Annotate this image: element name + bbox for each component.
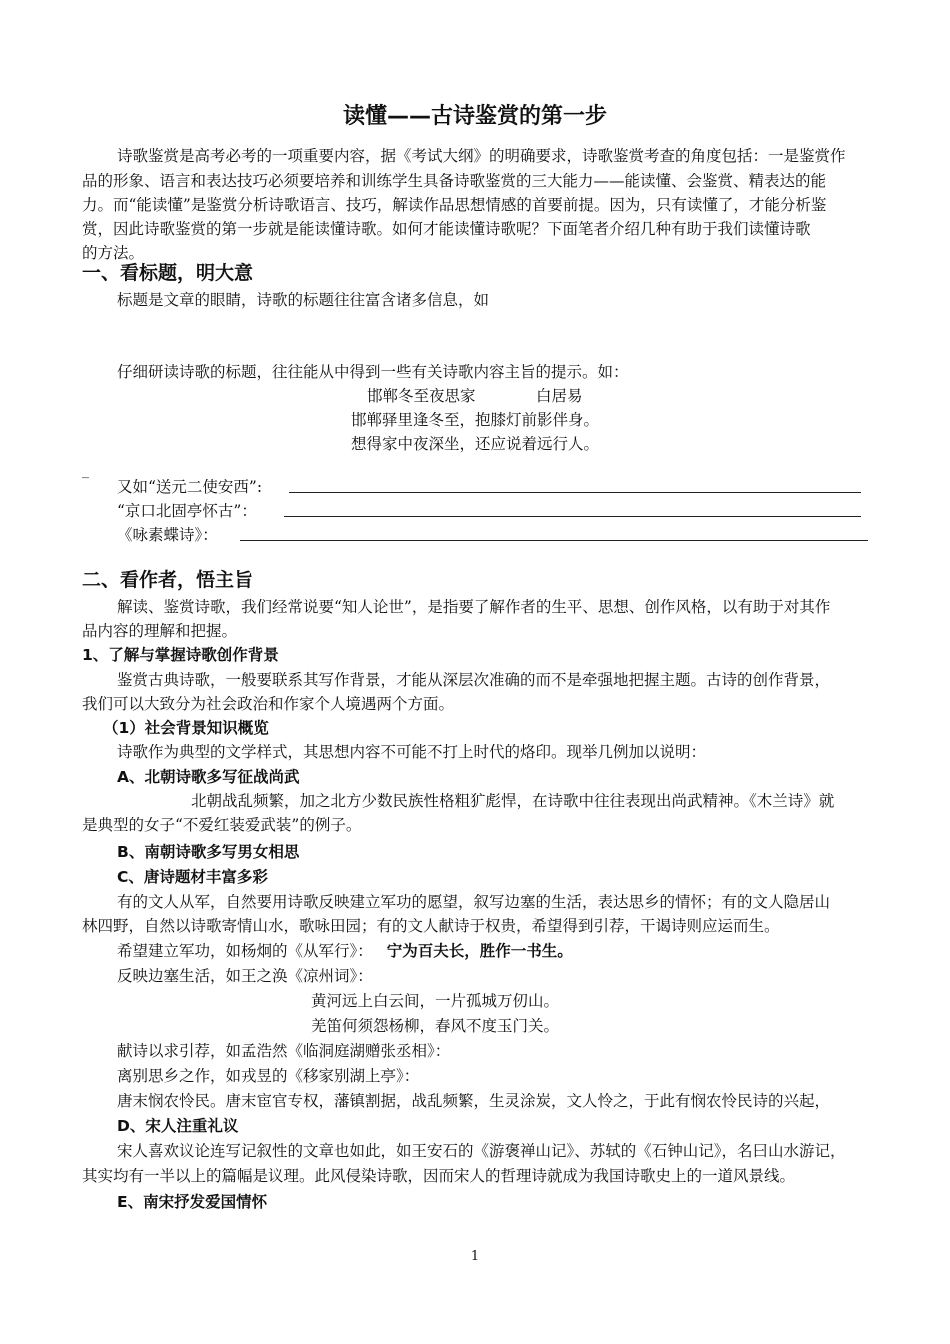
section-2-paragraph-line-2: 品内容的理解和把握。	[82, 622, 238, 640]
item-e-heading: E、南宋抒发爱国情怀	[117, 1193, 268, 1211]
item-c-text-line-1: 有的文人从军，自然要用诗歌反映建立军功的愿望，叙写边塞的生活，表达思乡的情怀；有的文人隐居山	[117, 893, 831, 911]
fill-in-blank-1[interactable]	[289, 492, 861, 493]
intro-line-3: 力。而“能读懂”是鉴赏分析诗歌语言、技巧，解读作品思想情感的首要前提。因为，只有读懂了，才能分析鉴	[82, 196, 827, 214]
fill-in-blank-3[interactable]	[240, 540, 868, 541]
item-d-text-line-1: 宋人喜欢议论连写记叙性的文章也如此，如王安石的《游褒禅山记》、苏轼的《石钟山记》，名曰山水游记，	[117, 1142, 846, 1160]
item-c-example-2: 反映边塞生活，如王之涣《凉州词》：	[117, 967, 373, 985]
subheading-1-1-text: 诗歌作为典型的文学样式，其思想内容不可能不打上时代的烙印。现举几例加以说明：	[117, 743, 707, 761]
section-1-paragraph-2: 仔细研读诗歌的标题，往往能从中得到一些有关诗歌内容主旨的提示。如：	[117, 363, 629, 381]
fill-in-label-2: “京口北固亭怀古”：	[117, 502, 257, 520]
item-b-heading: B、南朝诗歌多写男女相思	[117, 843, 300, 861]
item-c-heading: C、唐诗题材丰富多彩	[117, 868, 268, 886]
item-c-example-5: 唐末悯农怜民。唐末宦官专权，藩镇割据，战乱频繁，生灵涂炭，文人怜之，于此有悯农怜民诗的兴起，	[117, 1092, 831, 1110]
fill-in-blank-2[interactable]	[284, 516, 861, 517]
intro-line-5: 的方法。	[82, 244, 145, 262]
page-number: 1	[470, 1249, 480, 1264]
intro-line-1: 诗歌鉴赏是高考必考的一项重要内容，据《考试大纲》的明确要求，诗歌鉴赏考查的角度包括：一是鉴赏作	[117, 147, 846, 165]
section-1-paragraph-1: 标题是文章的眼睛，诗歌的标题往往富含诸多信息，如	[117, 291, 490, 309]
item-c-example-4: 离别思乡之作，如戎昱的《移家别湖上亭》：	[117, 1067, 420, 1085]
intro-line-2: 品的形象、语言和表达技巧必须要培养和训练学生具备诗歌鉴赏的三大能力——能读懂、会鉴赏、精表达的能	[82, 172, 827, 190]
subheading-1-1: （1）社会背景知识概览	[103, 719, 269, 737]
item-c-text-line-2: 林四野，自然以诗歌寄情山水，歌咏田园；有的文人献诗于权贵，希望得到引荐，干谒诗则应运而生。	[82, 917, 780, 935]
poem-title: 邯郸冬至夜思家	[367, 387, 476, 405]
document-title: 读懂——古诗鉴赏的第一步	[342, 104, 607, 129]
section-2-heading: 二、看作者，悟主旨	[82, 569, 254, 591]
liangzhou-verse-2: 羌笛何须怨杨柳，春风不度玉门关。	[311, 1017, 560, 1035]
item-c-example-1	[117, 938, 872, 964]
item-c-example-1-lead: 希望建立军功，如杨炯的《从军行》：	[117, 942, 373, 960]
liangzhou-verse-1: 黄河远上白云间，一片孤城万仞山。	[311, 992, 560, 1010]
item-a-text-line-2: 是典型的女子“不爱红装爱武装”的例子。	[82, 816, 362, 834]
subheading-1-text-line-2: 我们可以大致分为社会政治和作家个人境遇两个方面。	[82, 695, 455, 713]
item-c-example-3: 献诗以求引荐，如孟浩然《临洞庭湖赠张丞相》：	[117, 1042, 451, 1060]
intro-line-4: 赏，因此诗歌鉴赏的第一步就是能读懂诗歌。如何才能读懂诗歌呢？下面笔者介绍几种有助于我们读懂诗歌	[82, 220, 811, 238]
item-a-text-line-1: 北朝战乱频繁，加之北方少数民族性格粗犷彪悍，在诗歌中往往表现出尚武精神。《木兰诗》就	[191, 792, 835, 810]
item-d-text-line-2: 其实均有一半以上的篇幅是议理。此风侵染诗歌，因而宋人的哲理诗就成为我国诗歌史上的一道风景线。	[82, 1167, 796, 1185]
stray-mark: _	[82, 463, 89, 479]
fill-in-label-1: 又如“送元二使安西”:	[117, 478, 263, 496]
poem-line-1: 邯郸驿里逢冬至，抱膝灯前影伴身。	[350, 411, 599, 429]
poem-line-2: 想得家中夜深坐，还应说着远行人。	[350, 435, 599, 453]
subheading-1: 1、了解与掌握诗歌创作背景	[82, 646, 279, 664]
section-2-paragraph-line-1: 解读、鉴赏诗歌，我们经常说要“知人论世”，是指要了解作者的生平、思想、创作风格，以有助于对其作	[117, 598, 831, 616]
item-a-heading: A、北朝诗歌多写征战尚武	[117, 768, 300, 786]
fill-in-label-3: 《咏素蝶诗》：	[117, 526, 218, 544]
section-1-heading: 一、看标题，明大意	[82, 262, 254, 284]
item-c-example-1-quote: 宁为百夫长，胜作一书生。	[386, 942, 573, 960]
poem-author: 白居易	[536, 387, 583, 405]
subheading-1-text-line-1: 鉴赏古典诗歌，一般要联系其写作背景，才能从深层次准确的而不是牵强地把握主题。古诗的创作背景，	[117, 671, 831, 689]
item-d-heading: D、宋人注重礼议	[117, 1117, 239, 1135]
